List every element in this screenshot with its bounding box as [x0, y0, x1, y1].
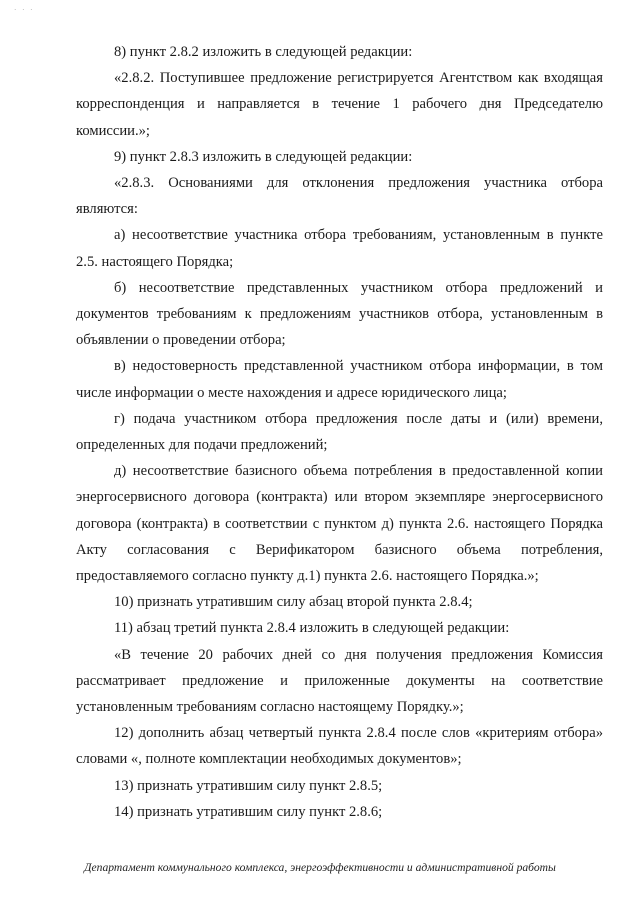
- paragraph-subitem-a: а) несоответствие участника отбора требованиям, установленным в пункте 2.5. настоящего Порядка;: [76, 227, 603, 270]
- page-corner-mark: · · ·: [14, 6, 35, 14]
- paragraph-subitem-g: г) подача участником отбора предложения после даты и (или) времени, определенных для подачи предложений;: [76, 410, 603, 454]
- paragraph-subitem-d: д) несоответствие базисного объема потребления в предоставленной копии энергосервисного договора (контракта) или втором экземпляре энергосервисного договора (контракта) в соответствии с пунктом д) пункта 2.6. настоящего Порядка Акту согласования с Верификатором базисного объема потребления, предоставляемого согласно пункту д.1) пункта 2.6. настоящего Порядка.»;: [76, 463, 603, 585]
- paragraph-clause-2-8-2: «2.8.2. Поступившее предложение регистрируется Агентством как входящая корреспонденция и направляется в течение 1 рабочего дня Председателю комиссии.»;: [76, 70, 603, 139]
- paragraph-item-10: 10) признать утратившим силу абзац второй пункта 2.8.4;: [114, 594, 473, 611]
- paragraph-item-11: 11) абзац третий пункта 2.8.4 изложить в следующей редакции:: [114, 620, 510, 637]
- paragraph-item-8: 8) пункт 2.8.2 изложить в следующей редакции:: [114, 44, 413, 60]
- paragraph-clause-2-8-3: «2.8.3. Основаниями для отклонения предложения участника отбора являются:: [76, 175, 603, 218]
- paragraph-subitem-v: в) недостоверность представленной участником отбора информации, в том числе информации о месте нахождения и адресе юридического лица;: [76, 358, 603, 401]
- paragraph-quote-20-days: «В течение 20 рабочих дней со дня получения предложения Комиссия рассматривает предложение и приложенные документы на соответствие установленным требованиям согласно настоящему Порядку.»;: [76, 646, 603, 716]
- paragraph-item-12: 12) дополнить абзац четвертый пункта 2.8.4 после слов «критериям отбора» словами «, полноте комплектации необходимых документов»;: [76, 725, 603, 768]
- page-footer: Департамент коммунального комплекса, энергоэффективности и административной работы: [84, 861, 556, 874]
- document-body: [76, 39, 603, 825]
- paragraph-item-9: 9) пункт 2.8.3 изложить в следующей редакции:: [114, 148, 413, 165]
- paragraph-item-13: 13) признать утратившим силу пункт 2.8.5;: [114, 777, 383, 794]
- paragraph-item-14: 14) признать утратившим силу пункт 2.8.6;: [114, 803, 383, 820]
- paragraph-subitem-b: б) несоответствие представленных участником отбора предложений и документов требованиям к предложениям участников отбора, установленным в объявлении о проведении отбора;: [76, 279, 603, 349]
